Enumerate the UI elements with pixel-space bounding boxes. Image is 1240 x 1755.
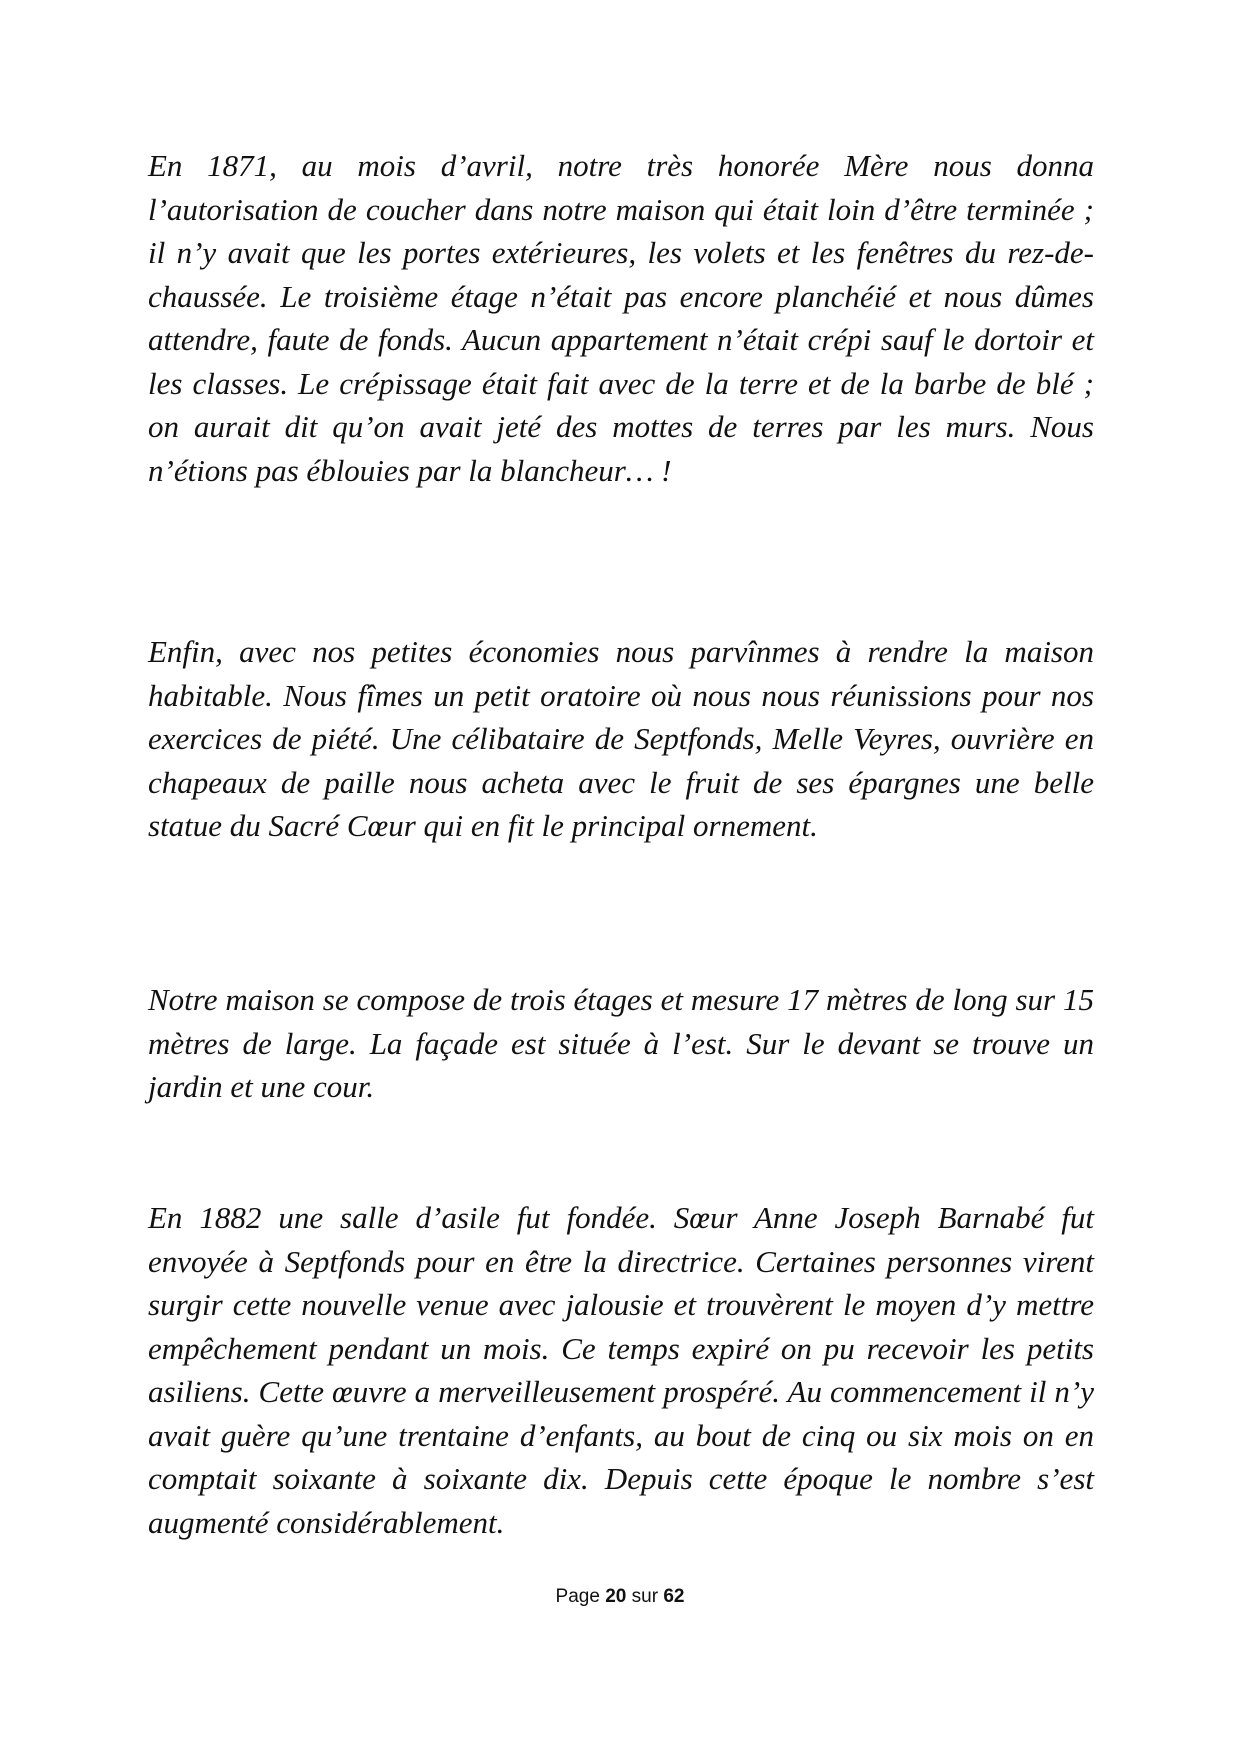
paragraph-dimensions-maison: Notre maison se compose de trois étages et mesure 17 mètres de long sur 15 mètres de large. La façade est située à l’est. Sur le devant se trouve un jardin et une cour. (148, 982, 1094, 1104)
paragraph-salle-asile: En 1882 une salle d’asile fut fondée. Sœur Anne Joseph Barnabé fut envoyée à Septfonds pour en être la directrice. Certaines personnes virent surgir cette nouvelle venue avec jalousie et trouvèrent le moyen d’y mettre empêchement pendant un mois. Ce temps expiré on pu recevoir les petits asiliens. Cette œuvre a merveilleusement prospéré. Au commencement il n’y avait guère qu’une trentaine d’enfants, au bout de cinq ou six mois on en comptait soixante à soixante dix. Depuis cette époque le nombre s’est augmenté considérablement. (148, 1200, 1094, 1540)
page-prefix: Page (555, 1586, 600, 1607)
paragraph-1871-maison: En 1871, au mois d’avril, notre très honorée Mère nous donna l’autorisation de coucher dans notre maison qui était loin d’être terminée ; il n’y avait que les portes extérieures, les volets et les fenêtres du rez-de-chaussée. Le troisième étage n’était pas encore planchéié et nous dûmes attendre, faute de fonds. Aucun appartement n’était crépi sauf le dortoir et les classes. Le crépissage était fait avec de la terre et de la barbe de blé ; on aurait dit qu’on avait jeté des mottes de terres par les murs. Nous n’étions pas éblouies par la blancheur… ! (148, 148, 1094, 488)
total-pages-number: 62 (663, 1586, 685, 1607)
page-separator: sur (631, 1586, 659, 1607)
current-page-number: 20 (605, 1586, 627, 1607)
paragraph-oratoire: Enfin, avec nos petites économies nous parvînmes à rendre la maison habitable. Nous fîmes un petit oratoire où nous nous réunissions pour nos exercices de piété. Une célibataire de Septfonds, Melle Veyres, ouvrière en chapeaux de paille nous acheta avec le fruit de ses épargnes une belle statue du Sacré Cœur qui en fit le principal ornement. (148, 634, 1094, 843)
page-number-footer (0, 1586, 1240, 1608)
